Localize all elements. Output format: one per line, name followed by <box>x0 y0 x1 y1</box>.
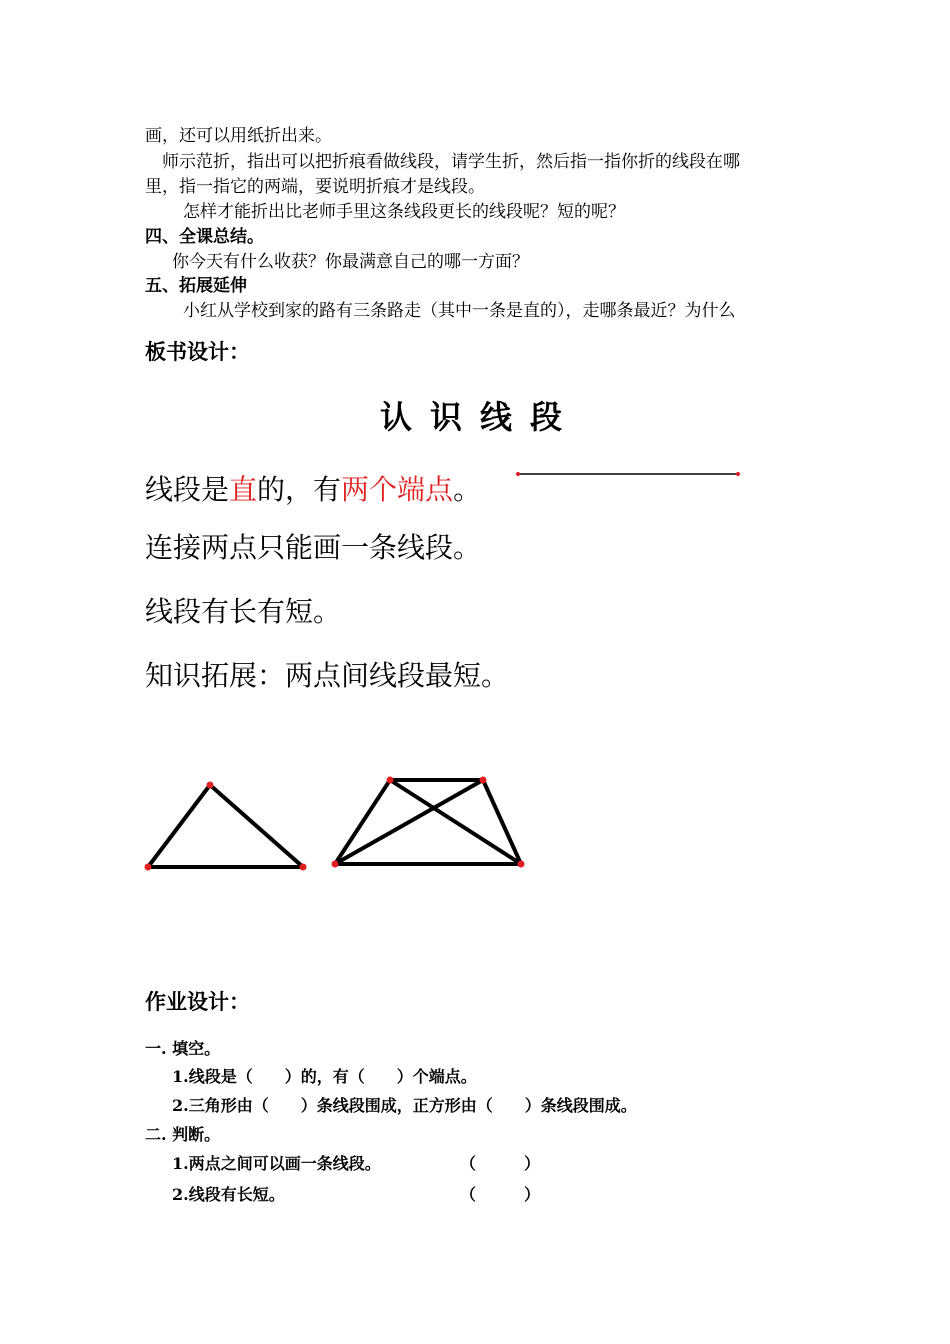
section-4-heading: 四、全课总结。 <box>145 227 264 247</box>
statement-1-straight: 直 <box>229 473 258 506</box>
homework-q1-item-2: 2.三角形由（ ）条线段围成，正方形由（ ）条线段围成。 <box>172 1096 637 1115</box>
section-5-heading: 五、拓展延伸 <box>145 276 247 296</box>
triangle-vertex-right <box>300 864 307 871</box>
statement-1-endpoints: 两个端点 <box>341 473 454 506</box>
statement-1-part-a: 线段是 <box>145 473 230 506</box>
board-statement-3: 线段有长有短。 <box>145 595 342 628</box>
homework-q1-item-1: 1.线段是（ ）的，有（ ）个端点。 <box>172 1067 477 1086</box>
segment-endpoint-right <box>736 472 740 476</box>
lesson-line-3: 里，指一指它的两端，要说明折痕才是线段。 <box>145 177 485 197</box>
triangle-outline <box>148 785 303 867</box>
board-statement-4: 知识拓展：两点间线段最短。 <box>145 659 510 692</box>
homework-q1-heading: 一. 填空。 <box>145 1039 221 1058</box>
section-4-text: 你今天有什么收获？你最满意自己的哪一方面？ <box>172 252 529 272</box>
trapezoid-vertex-top-right <box>480 777 487 784</box>
segment-endpoint-left <box>516 472 520 476</box>
homework-q2-heading: 二. 判断。 <box>145 1125 221 1144</box>
triangle-vertex-top <box>207 782 214 789</box>
trapezoid-vertex-top-left <box>387 777 394 784</box>
triangle-figure <box>140 770 320 880</box>
lesson-line-2: 师示范折，指出可以把折痕看做线段，请学生折，然后指一指你折的线段在哪 <box>162 152 740 172</box>
homework-q2-item-2: 2.线段有长短。 <box>172 1185 285 1204</box>
board-statement-2: 连接两点只能画一条线段。 <box>145 531 482 564</box>
trapezoid-vertex-bottom-right <box>518 861 525 868</box>
homework-q2-item-1-answer: （ ） <box>460 1154 541 1173</box>
homework-heading: 作业设计： <box>145 989 250 1014</box>
line-segment-figure <box>510 464 750 484</box>
trapezoid-figure <box>325 768 535 878</box>
board-title: 认识线段 <box>380 398 581 436</box>
triangle-vertex-left <box>145 864 152 871</box>
lesson-line-4: 怎样才能折出比老师手里这条线段更长的线段呢？短的呢？ <box>183 202 625 222</box>
homework-q2-item-2-answer: （ ） <box>460 1185 541 1204</box>
trapezoid-outline <box>335 780 521 864</box>
statement-1-part-c: 的，有 <box>257 473 342 506</box>
homework-q2-item-1: 1.两点之间可以画一条线段。 <box>172 1154 381 1173</box>
trapezoid-vertex-bottom-left <box>332 861 339 868</box>
board-statement-1 <box>145 468 481 508</box>
statement-1-period: 。 <box>453 473 482 506</box>
section-5-text: 小红从学校到家的路有三条路走（其中一条是直的），走哪条最近？为什么 <box>183 301 736 321</box>
board-heading: 板书设计： <box>145 339 250 364</box>
lesson-line-1: 画，还可以用纸折出来。 <box>145 126 332 146</box>
